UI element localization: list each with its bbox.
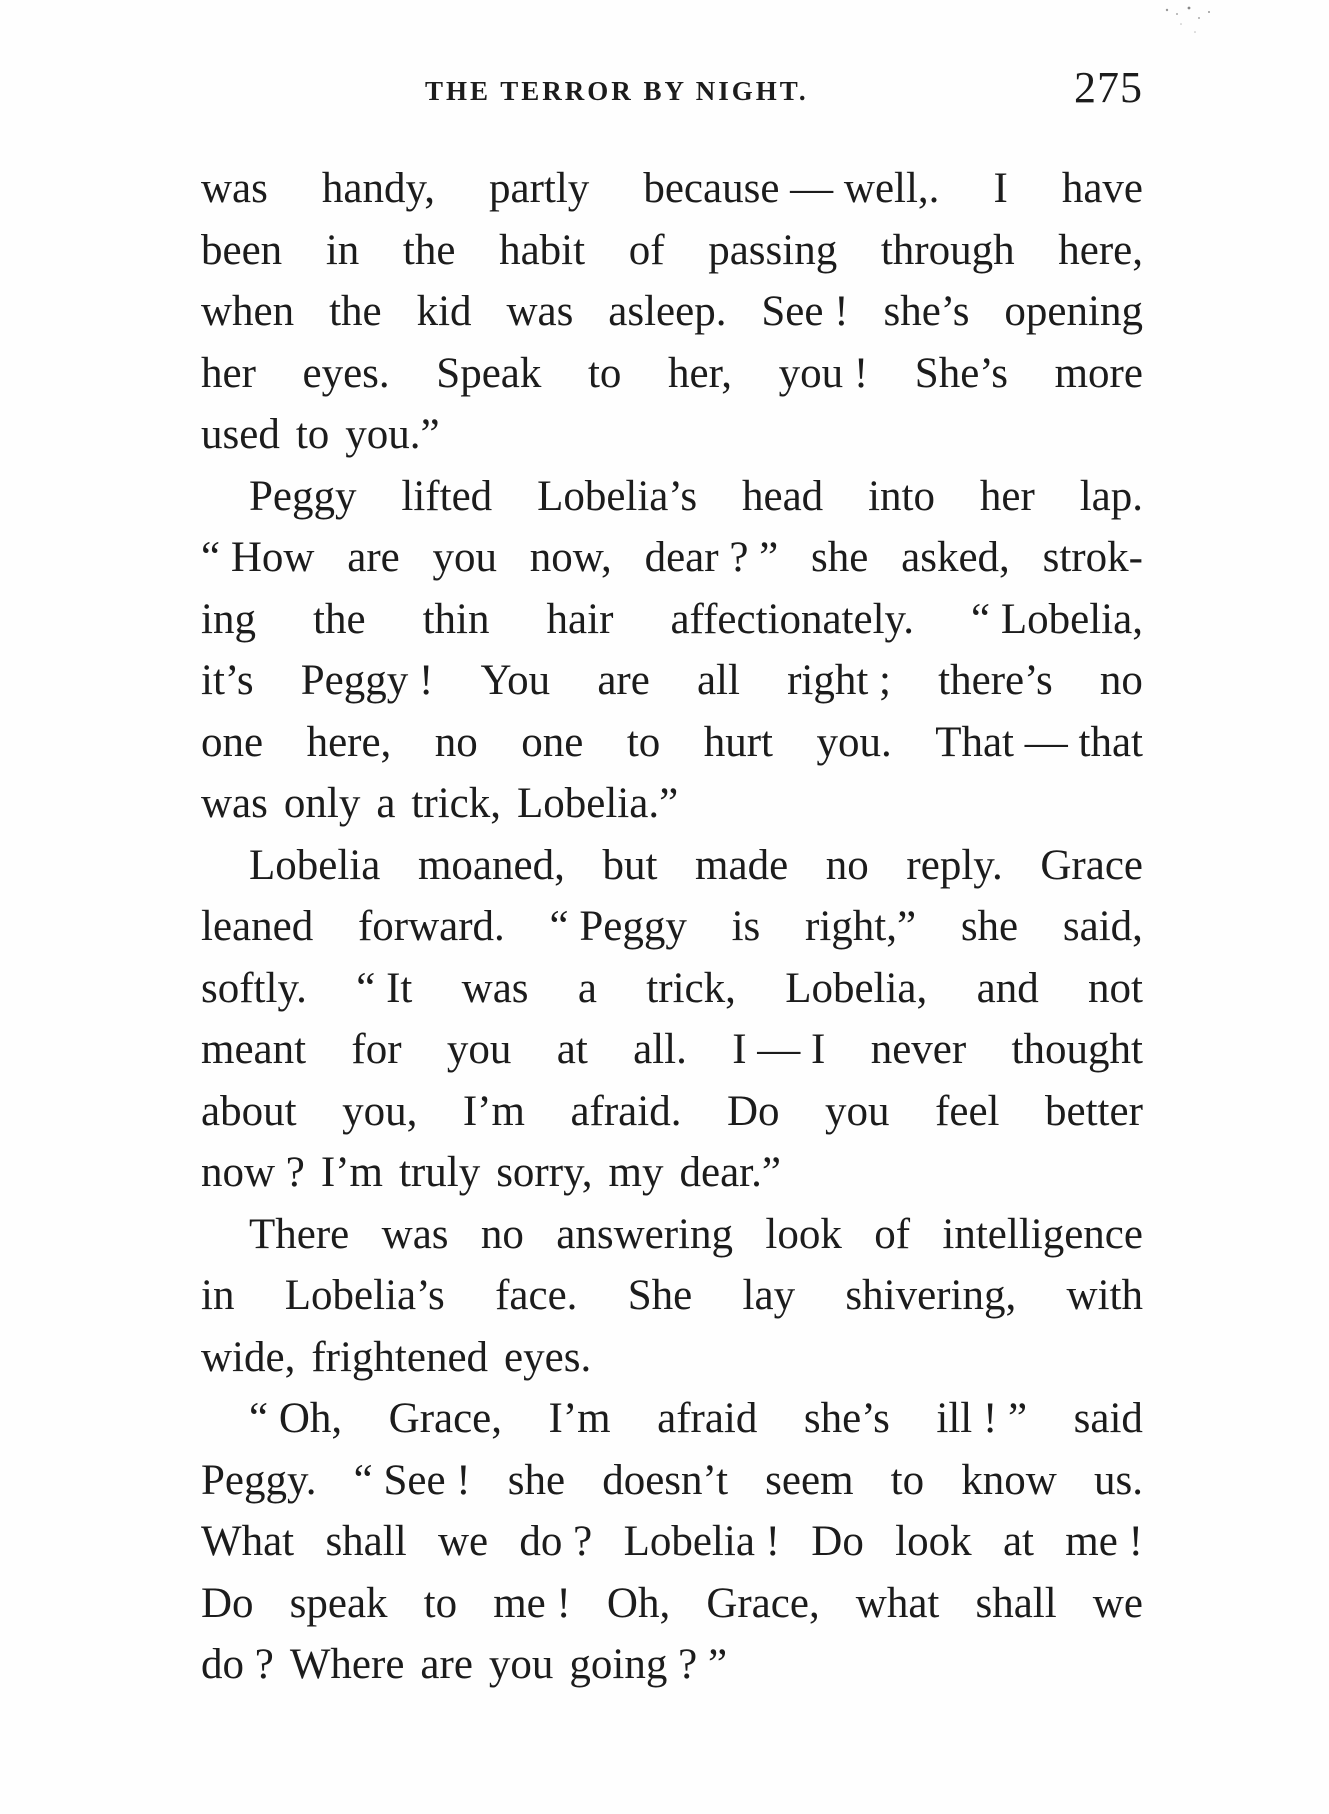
word: Do	[811, 1518, 864, 1565]
word: at	[1002, 1518, 1034, 1565]
word: trick,	[646, 964, 736, 1012]
word: frightened	[311, 1333, 489, 1381]
word: was	[461, 964, 529, 1012]
word: all	[696, 657, 740, 704]
word: hurt	[703, 718, 774, 766]
word: Lobelia’s	[537, 472, 698, 520]
word: Grace,	[706, 1579, 820, 1627]
word: my	[608, 1149, 664, 1196]
word: but	[602, 841, 658, 889]
running-head	[200, 62, 1145, 122]
word: better	[1045, 1087, 1143, 1135]
word: to	[890, 1456, 925, 1504]
text-line	[201, 1019, 1143, 1081]
text-line	[201, 466, 1143, 528]
word: it’s	[201, 657, 254, 704]
word: “ It	[356, 964, 413, 1012]
word: Oh,	[606, 1579, 671, 1627]
word: her	[201, 349, 256, 397]
word: the	[402, 226, 456, 274]
word: a	[376, 780, 396, 827]
word: was	[201, 780, 268, 827]
word: leaned	[201, 903, 314, 950]
word: one	[201, 718, 264, 766]
word: when	[201, 288, 295, 335]
word: to	[587, 349, 622, 397]
word: affectionately.	[670, 595, 914, 643]
word: you	[825, 1087, 890, 1135]
word: dear ? ”	[644, 534, 779, 581]
word: “ See !	[353, 1456, 471, 1504]
word: was	[201, 165, 268, 212]
word: you,	[342, 1087, 418, 1135]
word: there’s	[938, 657, 1053, 704]
text-line	[201, 1573, 1143, 1635]
word: lifted	[401, 472, 493, 520]
word: dear.”	[679, 1149, 781, 1196]
word: was	[506, 288, 574, 335]
word: asleep.	[608, 288, 727, 335]
word: Where	[289, 1641, 405, 1688]
text-line	[201, 835, 1143, 897]
word: me !	[1065, 1518, 1143, 1565]
word: She	[627, 1272, 693, 1319]
word: doesn’t	[602, 1456, 729, 1504]
word: you	[432, 534, 498, 581]
word: only	[283, 780, 361, 827]
word: Peggy.	[201, 1456, 317, 1504]
word: opening	[1004, 288, 1143, 335]
word: her	[979, 472, 1035, 520]
word: us.	[1093, 1456, 1143, 1504]
word: “ Lobelia,	[971, 595, 1143, 643]
word: said	[1073, 1395, 1143, 1442]
word: Do	[726, 1087, 780, 1135]
word: afraid.	[570, 1087, 682, 1135]
word: she	[960, 903, 1019, 950]
word: here,	[306, 718, 392, 766]
text-line	[201, 650, 1143, 712]
running-title: THE TERROR BY NIGHT.	[425, 76, 809, 106]
word: right,”	[805, 903, 917, 950]
word: I’m	[548, 1395, 611, 1442]
word: at	[556, 1026, 588, 1073]
word: we	[437, 1518, 489, 1565]
word: you.”	[345, 411, 440, 458]
text-line	[201, 712, 1143, 774]
text-line	[201, 958, 1143, 1020]
word: passing	[708, 226, 838, 274]
word: because — well,.	[643, 165, 940, 212]
word: all.	[633, 1026, 687, 1073]
word: answering	[556, 1210, 733, 1258]
text-line	[201, 1388, 1143, 1450]
word: Peggy	[249, 472, 357, 520]
word: she’s	[803, 1395, 890, 1442]
word: a	[577, 964, 597, 1012]
word: no	[480, 1210, 524, 1258]
word: through	[880, 226, 1015, 274]
word: right ;	[787, 657, 892, 704]
word: no	[1099, 657, 1143, 704]
word: one	[521, 718, 584, 766]
word: afraid	[657, 1395, 758, 1442]
text-line	[201, 1634, 1143, 1696]
word: you !	[778, 349, 869, 397]
word: habit	[499, 226, 586, 274]
word: do ?	[519, 1518, 593, 1565]
word: more	[1054, 349, 1143, 397]
word: is	[731, 903, 761, 950]
word: Lobelia	[249, 841, 381, 889]
word: lay	[742, 1272, 796, 1319]
word: trick,	[411, 780, 501, 827]
word: asked,	[901, 534, 1010, 581]
word: “ Peggy	[549, 903, 687, 950]
word: never	[870, 1026, 967, 1073]
word: “ How	[201, 534, 315, 581]
word: now ?	[201, 1149, 305, 1196]
word: Lobelia’s	[284, 1272, 445, 1319]
word: in	[325, 226, 360, 274]
word: forward.	[357, 903, 505, 950]
word: are	[347, 534, 400, 581]
word: of	[628, 226, 665, 274]
text-line	[201, 220, 1143, 282]
word: Speak	[436, 349, 542, 397]
word: with	[1066, 1272, 1143, 1319]
word: made	[695, 841, 789, 889]
scan-specks	[1159, 4, 1219, 44]
word: Do	[201, 1579, 254, 1627]
text-line	[201, 281, 1143, 343]
word: I’m	[462, 1087, 525, 1135]
word: we	[1092, 1579, 1143, 1627]
word: was	[381, 1210, 449, 1258]
word: you.	[816, 718, 892, 766]
word: lap.	[1079, 472, 1143, 520]
word: are	[420, 1641, 473, 1688]
word: to	[626, 718, 661, 766]
word: Peggy !	[300, 657, 434, 704]
word: shall	[325, 1518, 407, 1565]
word: look	[895, 1518, 972, 1565]
word: Grace	[1040, 841, 1143, 889]
word: have	[1061, 165, 1143, 212]
word: “ Oh,	[249, 1395, 343, 1442]
word: the	[329, 288, 382, 335]
word: face.	[495, 1272, 578, 1319]
word: I’m	[320, 1149, 383, 1196]
word: me !	[493, 1579, 571, 1627]
word: hair	[546, 595, 614, 643]
text-line	[201, 1265, 1143, 1327]
word: partly	[488, 165, 590, 212]
word: wide,	[201, 1333, 296, 1381]
word: speak	[289, 1579, 388, 1627]
word: See !	[761, 288, 849, 335]
word: no	[434, 718, 478, 766]
word: look	[765, 1210, 842, 1258]
word: here,	[1058, 226, 1143, 274]
word: going ? ”	[569, 1641, 728, 1688]
word: she’s	[883, 288, 970, 335]
text-line	[201, 1204, 1143, 1266]
word: eyes.	[302, 349, 390, 397]
word: she	[811, 534, 869, 581]
text-line	[201, 404, 1143, 466]
word: the	[313, 595, 366, 643]
word: to	[295, 411, 330, 458]
word: kid	[416, 288, 472, 335]
word: handy,	[321, 165, 435, 212]
word: meant	[201, 1026, 307, 1073]
word: thought	[1011, 1026, 1143, 1073]
word: now,	[529, 534, 612, 581]
text-line	[201, 773, 1143, 835]
word: to	[423, 1579, 458, 1627]
word: softly.	[201, 964, 307, 1012]
word: ill ! ”	[936, 1395, 1028, 1442]
word: There	[249, 1210, 350, 1258]
word: Lobelia !	[623, 1518, 780, 1565]
text-line	[201, 527, 1143, 589]
word: in	[201, 1272, 235, 1319]
word: used	[201, 411, 280, 458]
word: for	[351, 1026, 402, 1073]
text-line	[201, 343, 1143, 405]
word: Grace,	[388, 1395, 503, 1442]
text-line	[201, 896, 1143, 958]
word: into	[868, 472, 935, 520]
word: what	[855, 1579, 940, 1627]
body-text	[201, 158, 1143, 1696]
word: said,	[1062, 903, 1143, 950]
word: you	[488, 1641, 554, 1688]
word: know	[961, 1456, 1057, 1504]
word: I	[993, 165, 1008, 212]
word: shall	[975, 1579, 1057, 1627]
text-line	[201, 589, 1143, 651]
word: her,	[668, 349, 732, 397]
word: What	[201, 1518, 295, 1565]
word: you	[446, 1026, 512, 1073]
word: She’s	[914, 349, 1008, 397]
text-line	[201, 1450, 1143, 1512]
word: do ?	[201, 1641, 274, 1688]
word: are	[597, 657, 650, 704]
word: strok-	[1042, 534, 1143, 581]
word: truly	[398, 1149, 481, 1196]
text-line	[201, 1511, 1143, 1573]
text-line	[201, 158, 1143, 220]
word: and	[976, 964, 1039, 1012]
word: That — that	[935, 718, 1143, 766]
word: moaned,	[417, 841, 565, 889]
word: ing	[201, 595, 256, 643]
word: head	[741, 472, 824, 520]
word: reply.	[906, 841, 1003, 889]
word: thin	[422, 595, 490, 643]
word: about	[201, 1087, 297, 1135]
word: I — I	[732, 1026, 826, 1073]
word: no	[825, 841, 869, 889]
page-number: 275	[1074, 63, 1143, 112]
word: feel	[935, 1087, 1000, 1135]
text-line	[201, 1142, 1143, 1204]
text-line	[201, 1327, 1143, 1389]
word: she	[507, 1456, 566, 1504]
word: seem	[765, 1456, 854, 1504]
word: Lobelia,	[785, 964, 928, 1012]
word: of	[874, 1210, 911, 1258]
word: Lobelia.”	[516, 780, 679, 827]
word: been	[201, 226, 283, 274]
word: sorry,	[496, 1149, 593, 1196]
word: eyes.	[504, 1333, 592, 1381]
text-line	[201, 1081, 1143, 1143]
word: not	[1088, 964, 1143, 1012]
word: shivering,	[845, 1272, 1017, 1319]
word: intelligence	[942, 1210, 1143, 1258]
word: You	[480, 657, 551, 704]
